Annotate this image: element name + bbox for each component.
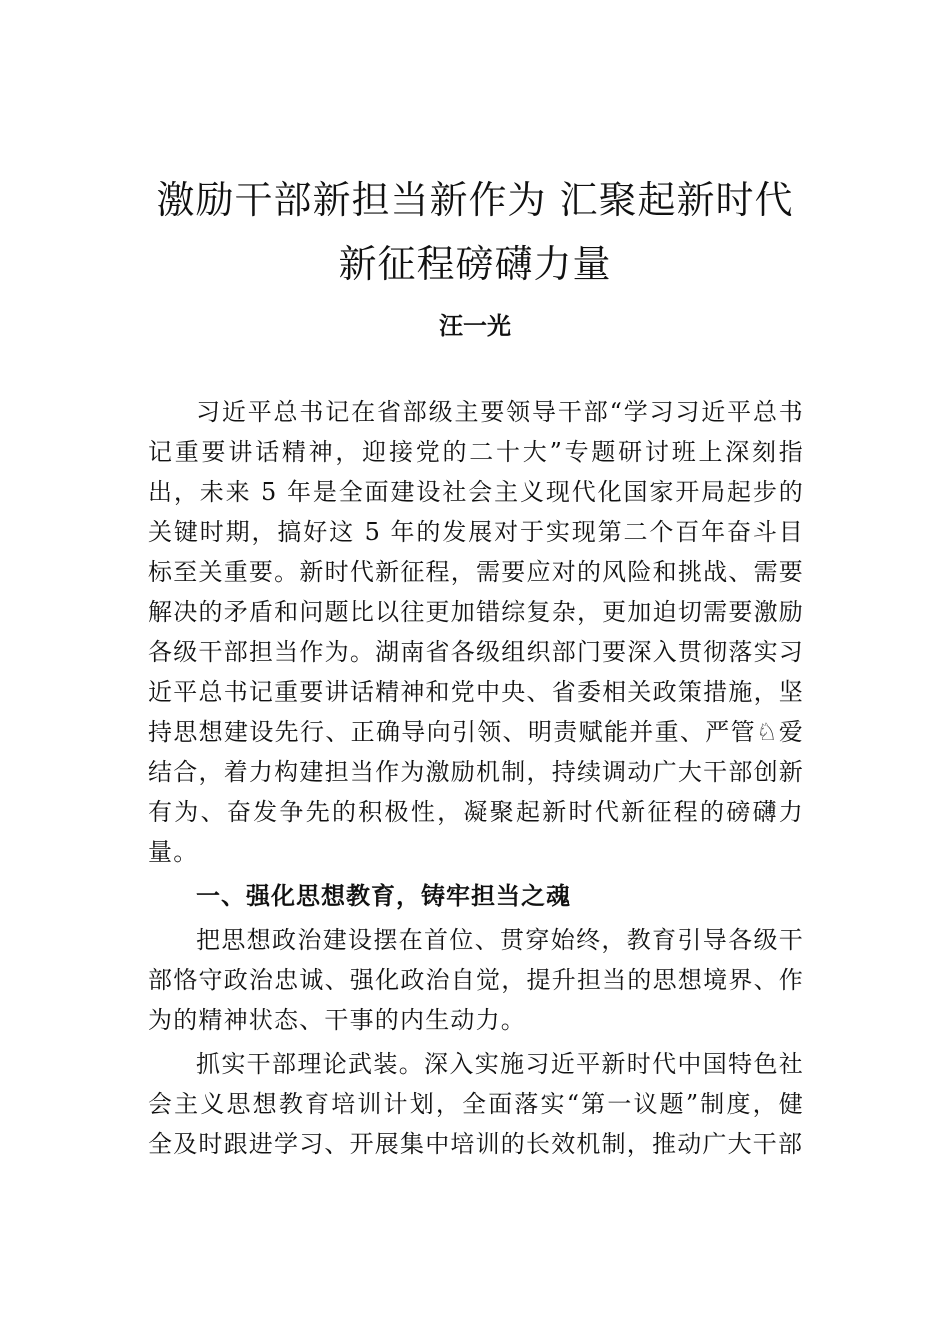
section-paragraph: 把思想政治建设摆在首位、贯穿始终，教育引导各级干部恪守政治忠诚、强化政治自觉，提升担当的思想境界、作为的精神状态、干事的内生动力。 [148,926,804,1034]
section-paragraph: 抓实干部理论武装。深入实施习近平新时代中国特色社会主义思想教育培训计划，全面落实“第一议题”制度，健全及时跟进学习、开展集中培训的长效机制，推动广大干部 [148,1050,804,1158]
document-body [148,392,804,1168]
document-title: 激励干部新担当新作为 汇聚起新时代新征程磅礴力量 [156,178,794,286]
intro-paragraph: 习近平总书记在省部级主要领导干部“学习习近平总书记重要讲话精神，迎接党的二十大”专题研讨班上深刻指出，未来 5 年是全面建设社会主义现代化国家开局起步的关键时期，搞好这 5 年的发展对于实现第二个百年奋斗目标至关重要。新时代新征程，需要应对的风险和挑战、需要解决的矛盾和问题比以往更加错综复杂，更加迫切需要激励各级干部担当作为。湖南省各级组织部门要深入贯彻落实习近平总书记重要讲话精神和党中央、省委相关政策措施，坚持思想建设先行、正确导向引领、明责赋能并重、严管♘爱结合，着力构建担当作为激励机制，持续调动广大干部创新有为、奋发争先的积极性，凝聚起新时代新征程的磅礴力量。 [148,398,804,866]
author-name: 汪一光 [439,311,511,340]
section-heading: 一、强化思想教育，铸牢担当之魂 [196,882,571,910]
